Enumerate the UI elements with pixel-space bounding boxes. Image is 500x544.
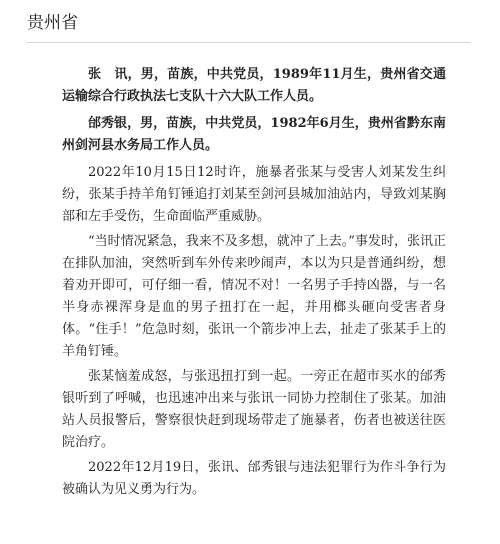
person-bio-zhang-xun: 张 讯，男，苗族，中共党员，1989年11月生，贵州省交通运输综合行政执法七支队十六大队工作人员。 [62,67,446,104]
struggle-paragraph: 张某恼羞成怒，与张迅扭打到一起。一旁正在超市买水的邰秀银听到了呼喊，也迅速冲出来与张讯一同协力控制住了张某。加油站人员报警后，警察很快赶到现场带走了施暴者，伤者也被送往医院治疗。 [62,369,446,450]
incident-paragraph: 2022年10月15日12时许，施暴者张某与受害人刘某发生纠纷，张某手持羊角钉锤追打刘某至剑河县城加油站内，导致刘某胸部和左手受伤，生命面临严重威胁。 [62,165,446,224]
recognition-paragraph: 2022年12月19日，张讯、邰秀银与违法犯罪行为作斗争行为被确认为见义勇为行为。 [62,460,446,497]
section-title: 贵州省 [27,13,78,33]
article-body [62,64,446,501]
person-bio-tai-xiuyin: 邰秀银，男，苗族，中共党员，1982年6月生，贵州省黔东南州剑河县水务局工作人员。 [62,116,446,153]
quote-paragraph: “当时情况紧急，我来不及多想，就冲了上去。”事发时，张讯正在排队加油，突然听到车外传来吵闹声，本以为只是普通纠纷，想着劝开即可，可仔细一看，情况不对！一名男子手持凶器，与一名半身赤裸浑身是血的男子扭打在一起，并用榔头砸向受害者身体。“住手！”危急时刻，张讯一个箭步冲上去，扯走了张某手上的羊角钉锤。 [62,234,446,359]
title-divider [27,42,471,43]
